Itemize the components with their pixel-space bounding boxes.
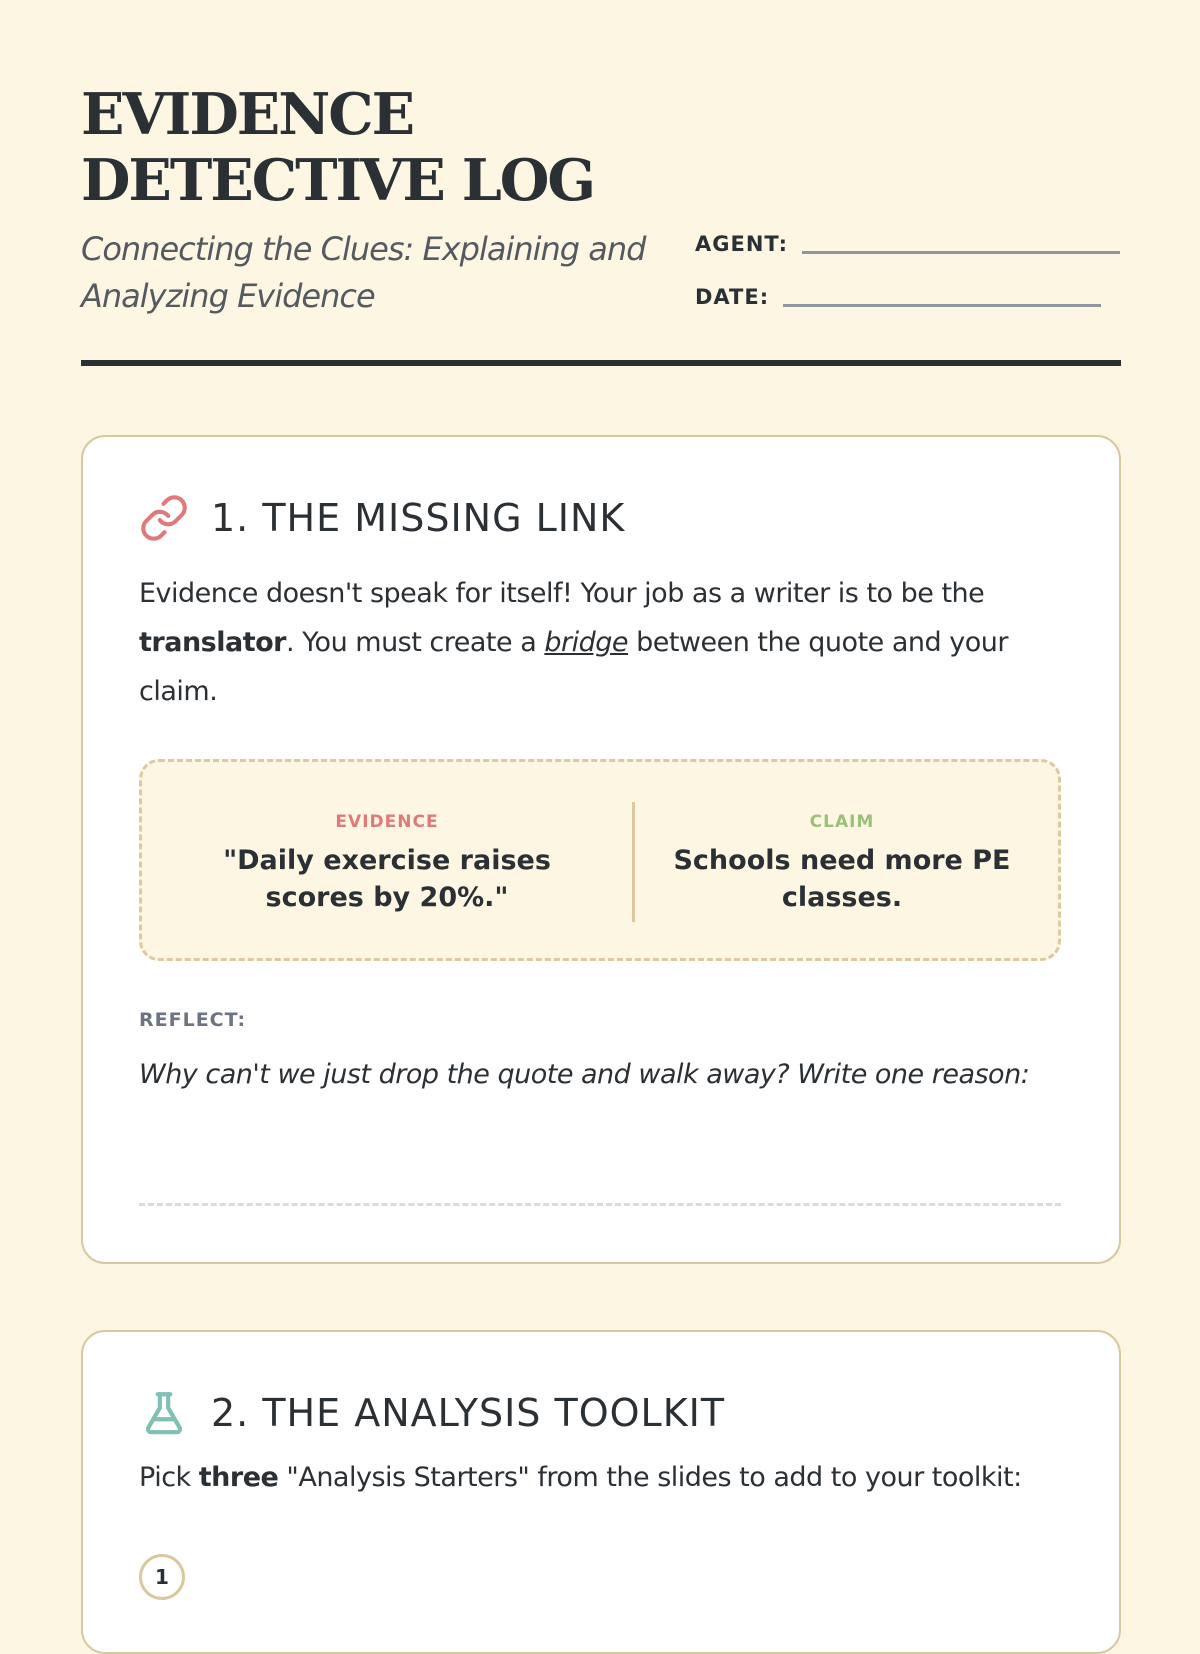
agent-input-line[interactable]	[802, 250, 1120, 254]
section-heading: 1. THE MISSING LINK	[211, 496, 626, 540]
evidence-column	[172, 812, 602, 916]
toolkit-text-2: "Analysis Starters" from the slides to add to your toolkit:	[278, 1462, 1022, 1493]
evidence-text: "Daily exercise raises scores by 20%."	[223, 845, 551, 913]
claim-column	[632, 812, 1052, 916]
agent-label: AGENT:	[695, 232, 788, 256]
intro-text-2: . You must create a	[285, 627, 545, 658]
item-number-badge: 1	[139, 1554, 185, 1600]
section-analysis-toolkit	[81, 1330, 1121, 1654]
toolkit-bold: three	[198, 1462, 279, 1493]
intro-text-3: between the quote and your claim.	[139, 627, 1008, 707]
reflect-question: Why can't we just drop the quote and walk away? Write one reason:	[139, 1059, 1030, 1090]
date-label: DATE:	[695, 285, 770, 309]
link-icon	[139, 493, 189, 543]
section-intro	[139, 569, 1039, 716]
section-header	[139, 1388, 725, 1438]
agent-field	[695, 232, 1120, 256]
toolkit-intro	[139, 1462, 1022, 1493]
date-field	[695, 285, 1101, 309]
toolkit-text-1: Pick	[139, 1462, 199, 1493]
claim-tag: CLAIM	[809, 812, 875, 832]
section-missing-link	[81, 435, 1121, 1264]
intro-text-1: Evidence doesn't speak for itself! Your job as a writer is to be the	[139, 578, 985, 609]
date-input-line[interactable]	[783, 303, 1101, 307]
intro-bold: translator	[139, 627, 286, 658]
section-header	[139, 493, 625, 543]
page-subtitle: Connecting the Clues: Explaining and Analyzing Evidence	[81, 230, 646, 315]
title-line-1: EVIDENCE	[81, 81, 414, 148]
intro-underline: bridge	[544, 627, 628, 658]
claim-text: Schools need more PE classes.	[673, 845, 1011, 913]
evidence-tag: EVIDENCE	[335, 812, 439, 832]
answer-line[interactable]	[139, 1203, 1061, 1206]
evidence-claim-box	[139, 759, 1061, 961]
header-divider	[81, 360, 1121, 366]
section-heading: 2. THE ANALYSIS TOOLKIT	[211, 1391, 726, 1435]
flask-icon	[139, 1388, 189, 1438]
reflect-label: REFLECT:	[139, 1009, 247, 1031]
title-line-2: DETECTIVE LOG	[81, 147, 595, 214]
page-title	[81, 82, 594, 214]
